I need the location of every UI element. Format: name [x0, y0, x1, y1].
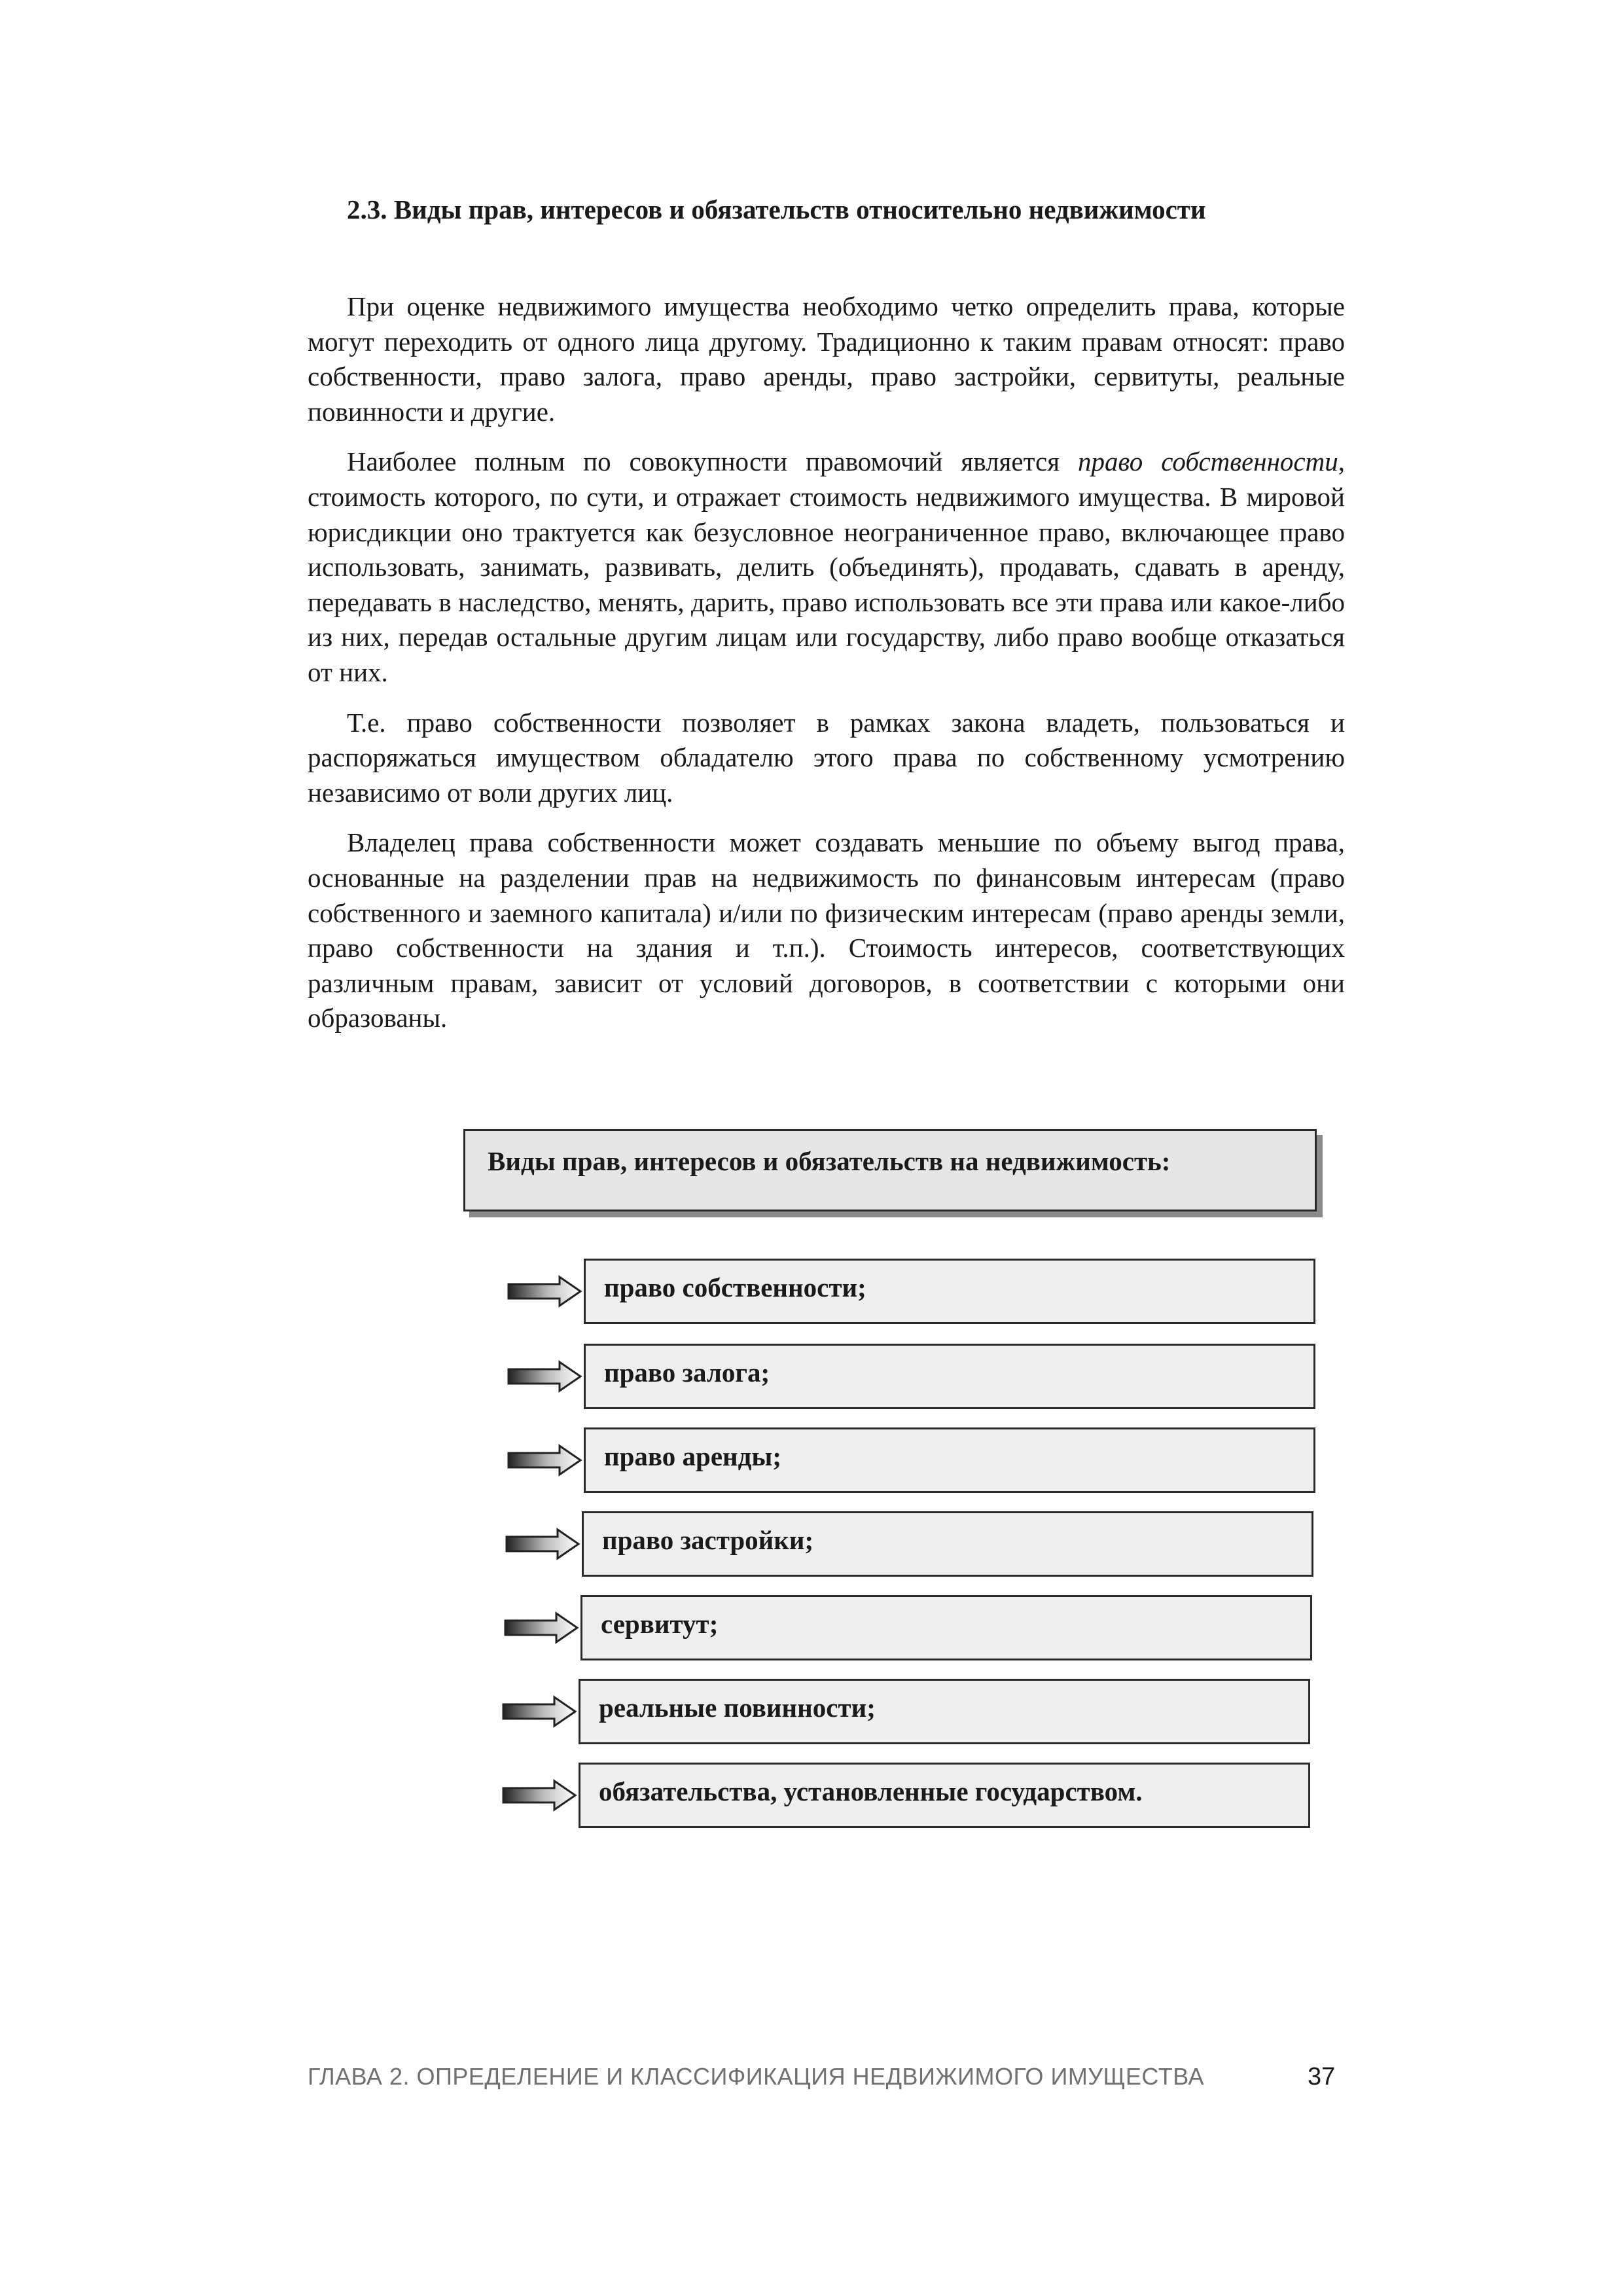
section-heading: 2.3. Виды прав, интересов и обязательств относительно недвижимости: [347, 194, 1206, 224]
paragraph-1: При оценке недвижимого имущества необходимо четко определить права, которые могут переходить от одного лица другому. Традиционно к таким правам относят: право собственности, право залога, право аренды, право застройки, сервитуты, реальные повинности и другие.: [308, 291, 1345, 427]
arrow-right-icon: [505, 1528, 580, 1560]
diagram-item-pledge: право залога;: [584, 1344, 1315, 1409]
diagram-item-state-obligations: обязательства, установленные государством.: [579, 1763, 1310, 1828]
arrow-right-icon: [504, 1611, 579, 1644]
diagram-item-building: право застройки;: [582, 1511, 1313, 1577]
diagram-title: Виды прав, интересов и обязательств на недвижимость:: [463, 1129, 1317, 1211]
paragraph-3: Т.е. право собственности позволяет в рамках закона владеть, пользоваться и распоряжаться имуществом обладателю этого права по собственному усмотрению независимо от воли других лиц.: [308, 707, 1345, 808]
paragraph-2-lead: Наиболее полным по совокупности правомочий является: [347, 446, 1079, 477]
arrow-right-icon: [502, 1695, 577, 1728]
paragraph-2: [308, 444, 1345, 690]
page-number: 37: [1308, 2063, 1336, 2090]
diagram-item-servitude: сервитут;: [580, 1595, 1312, 1660]
diagram-item-real-duties: реальные повинности;: [579, 1679, 1310, 1744]
arrow-right-icon: [507, 1360, 582, 1393]
arrow-right-icon: [507, 1275, 582, 1308]
footer-chapter-title: ГЛАВА 2. ОПРЕДЕЛЕНИЕ И КЛАССИФИКАЦИЯ НЕДВИЖИМОГО ИМУЩЕСТВА: [308, 2063, 1205, 2090]
diagram-item-lease: право аренды;: [584, 1427, 1315, 1493]
arrow-right-icon: [507, 1444, 582, 1477]
paragraph-2-emphasis: право собственности: [1078, 446, 1338, 477]
paragraph-4: Владелец права собственности может создавать меньшие по объему выгод права, основанные на разделении прав на недвижимость по финансовым интересам (право собственного и заемного капитала) и/или по физическим интересам (право аренды земли, право собственности на здания и т.п.). Стоимость интересов, соответствующих различным правам, зависит от условий договоров, в соответствии с которыми они образованы.: [308, 827, 1345, 1033]
body-text: [308, 289, 1345, 1051]
diagram-item-ownership: право собственности;: [584, 1259, 1315, 1324]
paragraph-2-rest: , стоимость которого, по сути, и отражает стоимость недвижимого имущества. В мировой юрисдикции оно трактуется как безусловное неограниченное право, включающее право использовать, занимать, развивать, делить (объединять), продавать, сдавать в аренду, передавать в наследство, менять, дарить, право использовать все эти права или какое-либо из них, передав остальные другим лицам или государству, либо право вообще отказаться от них.: [308, 446, 1345, 687]
arrow-right-icon: [502, 1779, 577, 1812]
